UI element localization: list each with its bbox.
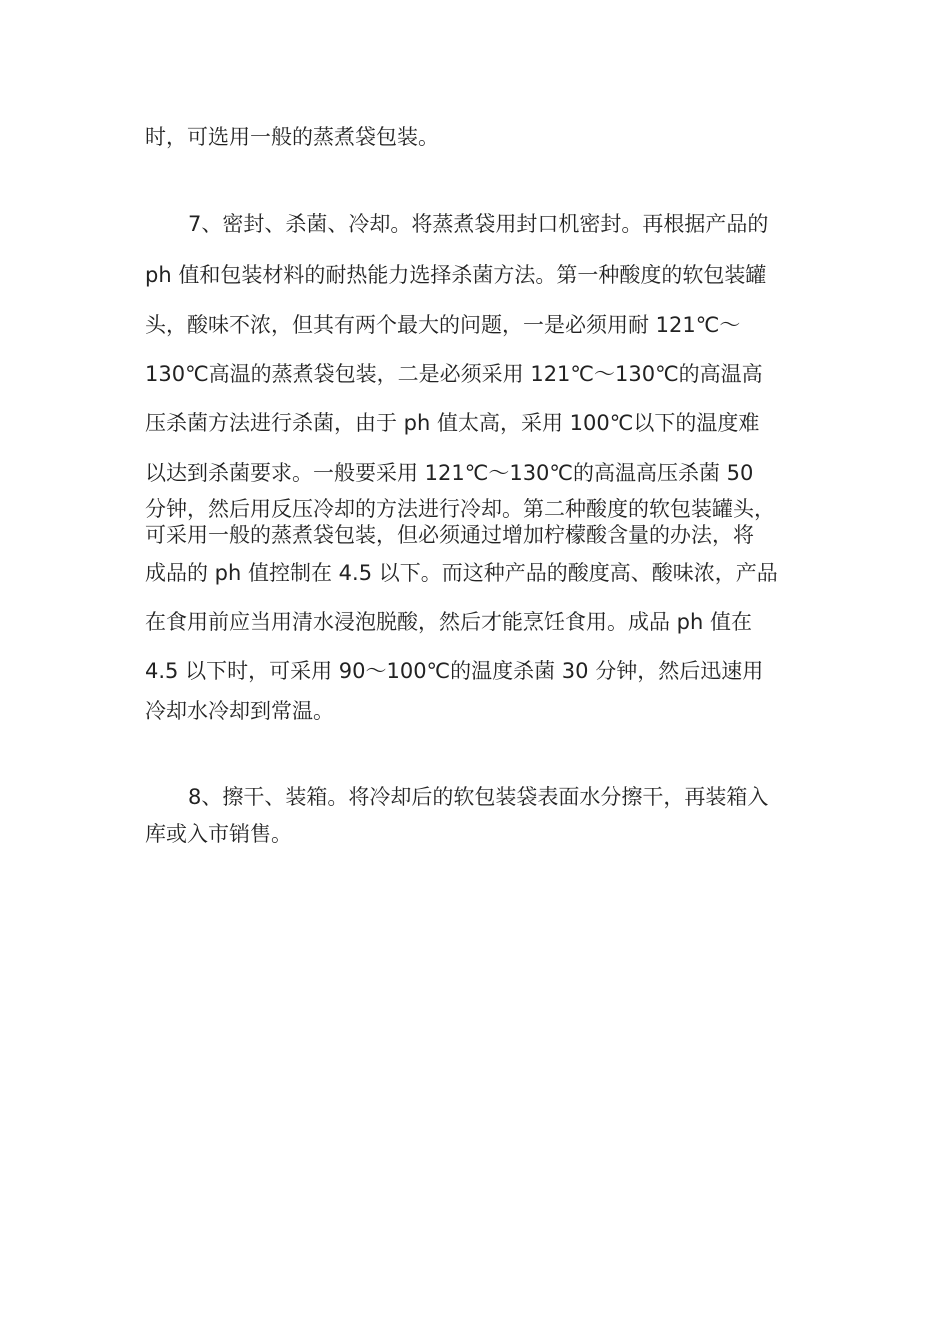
section7-line-1: 7、密封、杀菌、冷却。将蒸煮袋用封口机密封。再根据产品的 [188, 212, 769, 236]
section8-line-1: 8、擦干、装箱。将冷却后的软包装袋表面水分擦干，再装箱入 [188, 785, 769, 809]
intro-paragraph: 时，可选用一般的蒸煮袋包装。 [145, 125, 439, 149]
section7-line-4: 130℃高温的蒸煮袋包装，二是必须采用 121℃～130℃的高温高 [145, 362, 763, 386]
section7-line-7: 分钟，然后用反压冷却的方法进行冷却。第二种酸度的软包装罐头， [145, 497, 775, 521]
section7-line-11: 4.5 以下时，可采用 90～100℃的温度杀菌 30 分钟，然后迅速用 [145, 659, 764, 683]
section7-line-3: 头，酸味不浓，但其有两个最大的问题，一是必须用耐 121℃～ [145, 313, 741, 337]
section7-line-6: 以达到杀菌要求。一般要采用 121℃～130℃的高温高压杀菌 50 [145, 461, 754, 485]
section7-line-10: 在食用前应当用清水浸泡脱酸，然后才能烹饪食用。成品 ph 值在 [145, 610, 752, 634]
section7-line-2: ph 值和包装材料的耐热能力选择杀菌方法。第一种酸度的软包装罐 [145, 263, 767, 287]
section8-line-2: 库或入市销售。 [145, 822, 292, 846]
section7-line-8: 可采用一般的蒸煮袋包装，但必须通过增加柠檬酸含量的办法，将 [145, 523, 754, 547]
section7-line-9: 成品的 ph 值控制在 4.5 以下。而这种产品的酸度高、酸味浓，产品 [145, 561, 778, 585]
section7-line-5: 压杀菌方法进行杀菌，由于 ph 值太高，采用 100℃以下的温度难 [145, 411, 760, 435]
section7-line-12: 冷却水冷却到常温。 [145, 699, 334, 723]
